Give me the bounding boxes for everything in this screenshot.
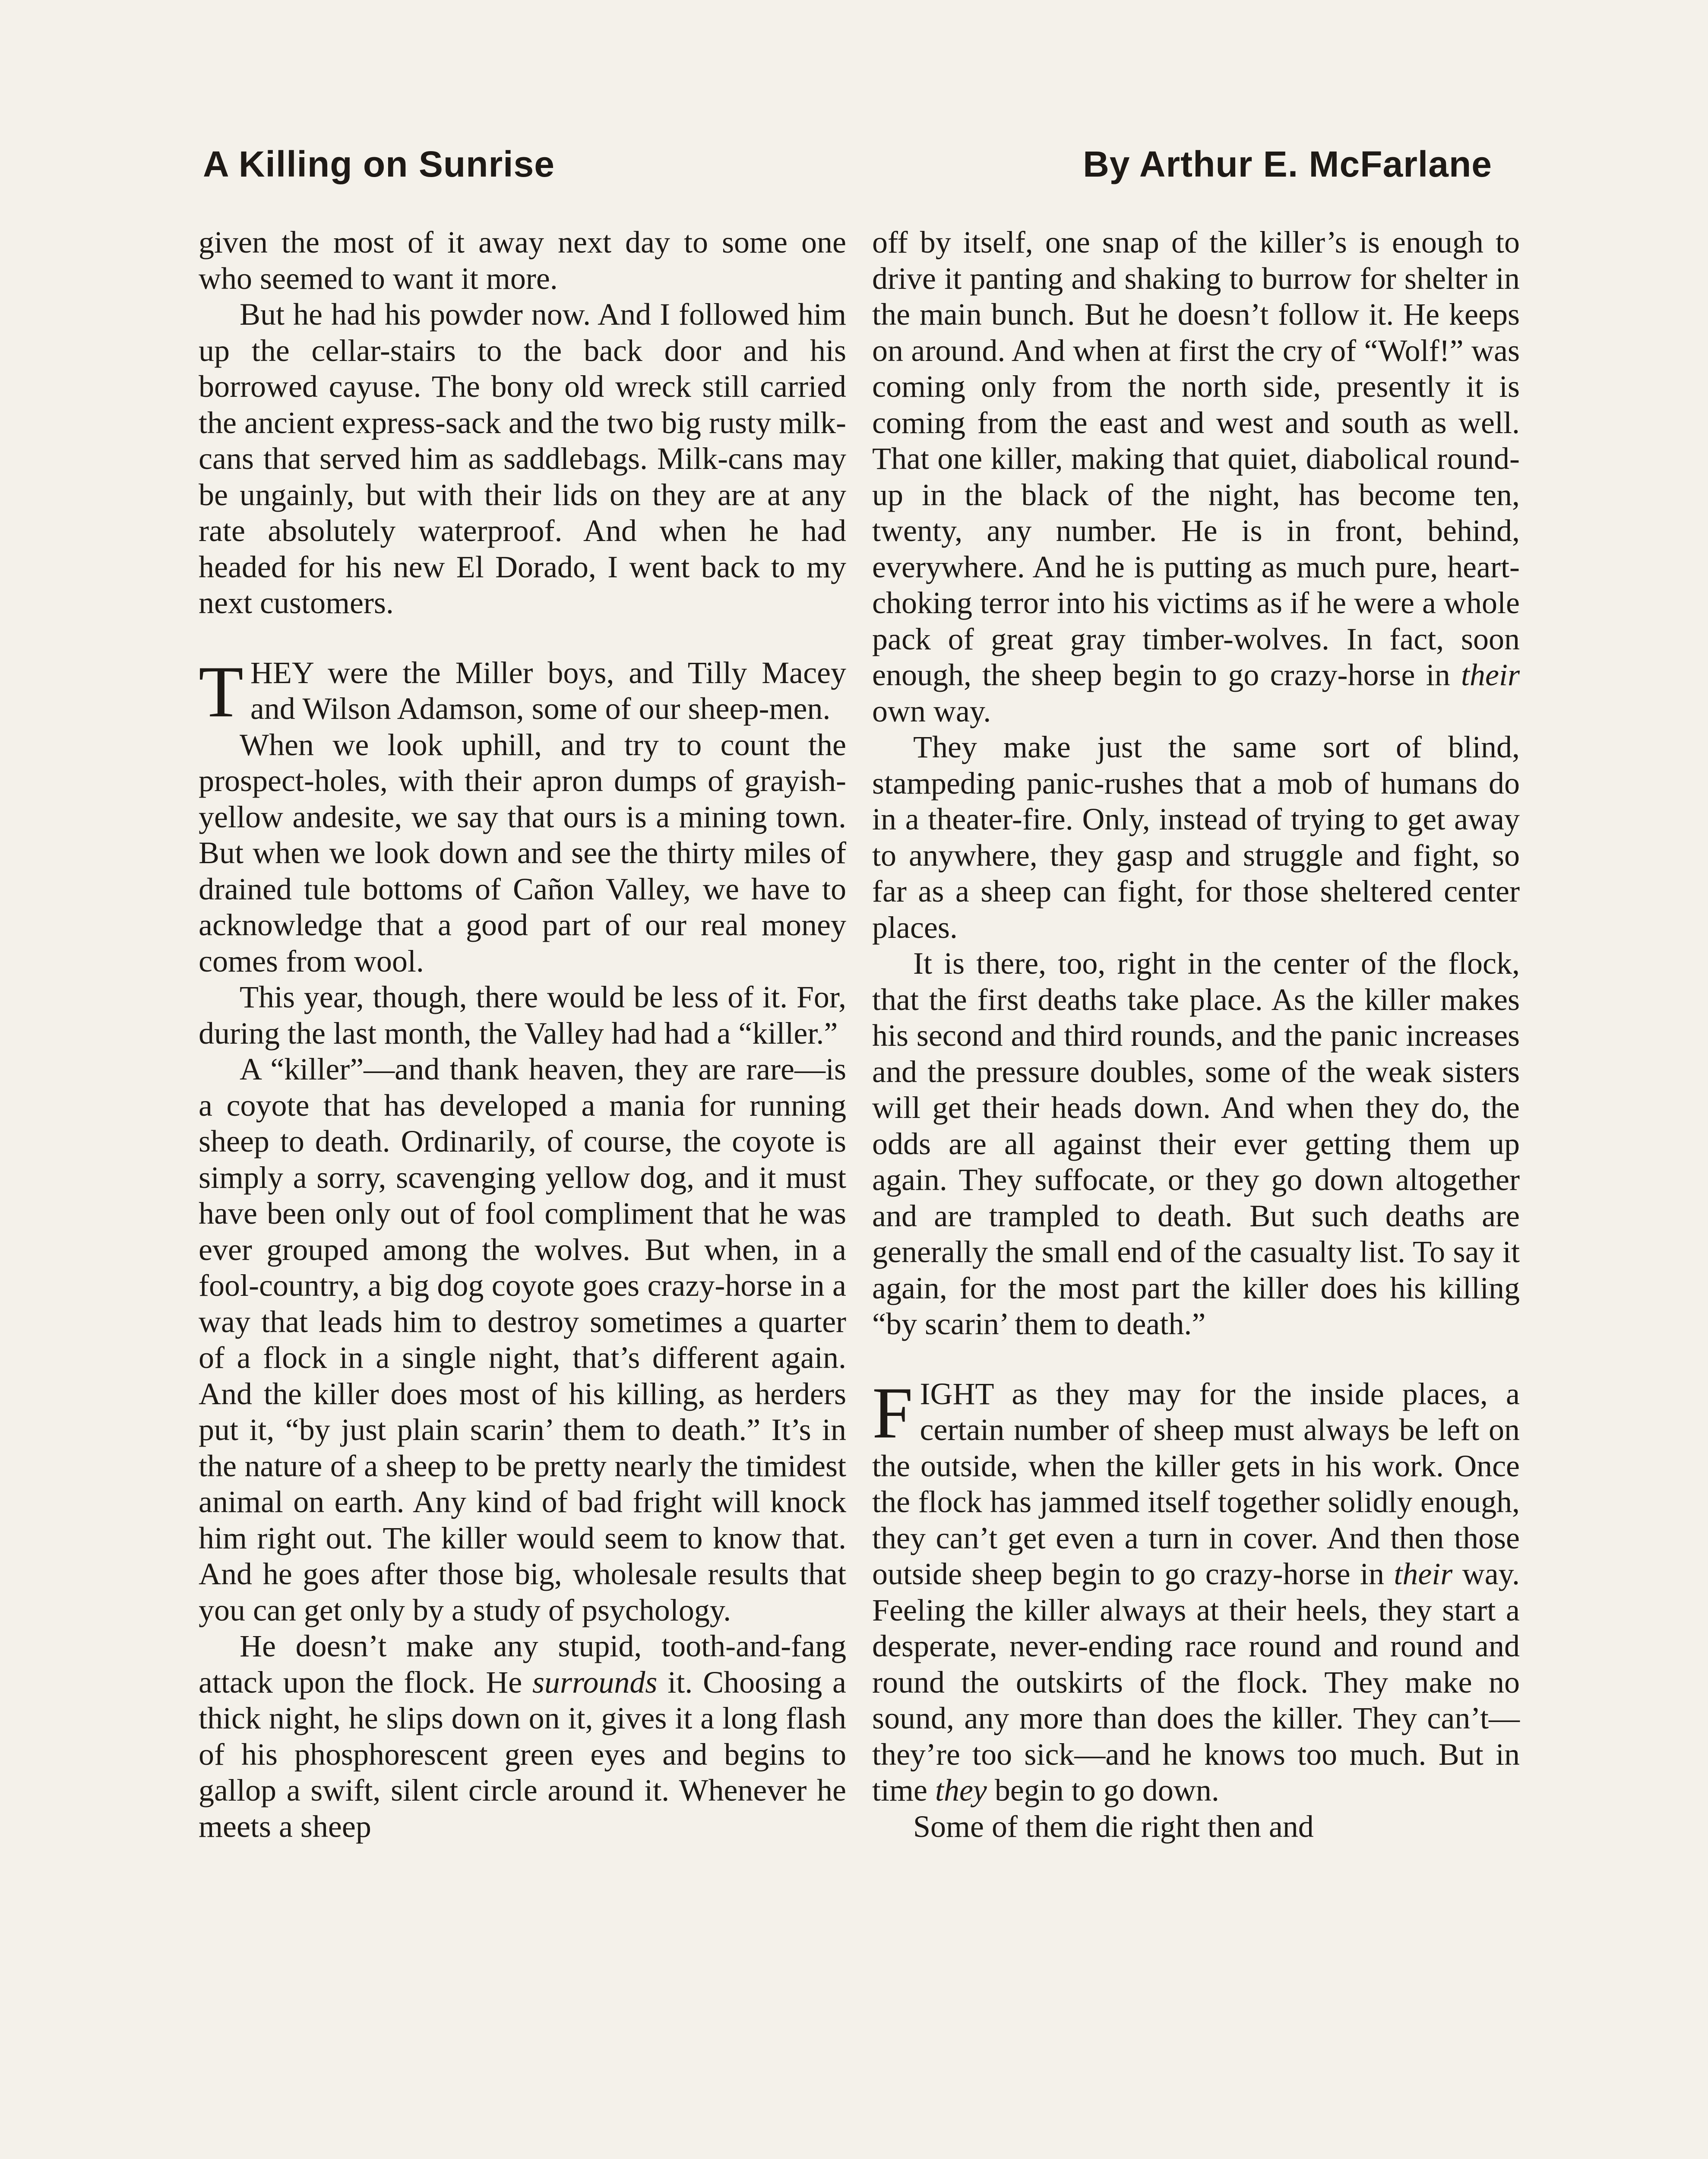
paragraph <box>872 225 1520 729</box>
paragraph-text: own way. <box>872 693 991 728</box>
italic-text: surrounds <box>532 1665 658 1700</box>
paragraph-text: HEY were the Miller boys, and Tilly Macey and Wilson Adamson, some of our sheep-men. <box>250 655 846 726</box>
paragraph: A “killer”—and thank heaven, they are rare—is a coyote that has developed a mania for running sheep to death. Ordinarily, of course, the coyote is simply a sorry, scavenging yellow dog, and it must have been only out of fool compliment that he was ever grouped among the wolves. But when, in a fool-country, a big dog coyote goes crazy-horse in a way that leads him to destroy sometimes a quarter of a flock in a single night, that’s different again. And the killer does most of his killing, as herders put it, “by just plain scarin’ them to death.” It’s in the nature of a sheep to be pretty nearly the timidest animal on earth. Any kind of bad fright will knock him right out. The killer would seem to know that. And he goes after those big, wholesale results that you can get only by a study of psychology. <box>199 1052 846 1627</box>
drop-cap: F <box>872 1372 913 1453</box>
paragraph-text: begin to go down. <box>987 1773 1219 1808</box>
author-byline: By Arthur E. McFarlane <box>1083 143 1492 184</box>
italic-text: their <box>1394 1557 1453 1591</box>
paragraph-text: He doesn’t make any stupid, tooth-and-fang attack upon the flock. He <box>199 1629 846 1700</box>
paragraph: This year, though, there would be less of it. For, during the last month, the Valley had had a “killer.” <box>199 980 846 1051</box>
paragraph: When we look uphill, and try to count the prospect-holes, with their apron dumps of grayish-yellow andesite, we say that ours is a mining town. But when we look down and see the thirty miles of drained tule bottoms of Cañon Valley, we have to acknowledge that a good part of our real money comes from wool. <box>199 727 846 978</box>
paragraph: Some of them die right then and <box>913 1809 1314 1844</box>
paragraph-text: off by itself, one snap of the killer’s is enough to drive it panting and shaking to burrow for shelter in the main bunch. But he doesn’t follow it. He keeps on around. And when at first the cry of “Wolf!” was coming only from the north side, presently it is coming from the east and west and south as well. That one killer, making that quiet, diabolical round-up in the black of the night, has become ten, twenty, any number. He is in front, behind, everywhere. And he is putting as much pure, heart-choking terror into his victims as if he were a whole pack of great gray timber-wolves. In fact, soon enough, the sheep begin to go crazy-horse in <box>872 225 1520 692</box>
italic-text: they <box>935 1773 987 1808</box>
paragraph-text: way. Feeling the killer always at their heels, they start a desperate, never-ending race round and round and round the outskirts of the flock. They make no sound, any more than does the killer. They can’t—they’re too sick—and he knows too much. But in time <box>872 1557 1520 1808</box>
story-title: A Killing on Sunrise <box>203 143 555 184</box>
paragraph: given the most of it away next day to some one who seemed to want it more. <box>199 225 846 296</box>
left-column <box>199 225 846 1845</box>
drop-cap: T <box>199 651 244 732</box>
paragraph-text: it. Choosing a thick night, he slips down on it, gives it a long flash of his phosphorescent green eyes and begins to gallop a swift, silent circle around it. Whenever he meets a sheep <box>199 1665 846 1844</box>
paragraph-text: IGHT as they may for the inside places, a certain number of sheep must always be left on the outside, when the killer gets in his work. Once the flock has jammed itself together solidly enough, they can’t get even a turn in cover. And then those outside sheep begin to go crazy-horse in <box>872 1376 1520 1591</box>
section-opening-paragraph <box>872 1372 1520 1809</box>
paragraph: But he had his powder now. And I followed him up the cellar-stairs to the back door and his borrowed cayuse. The bony old wreck still carried the ancient express-sack and the two big rusty milk-cans that served him as saddlebags. Milk-cans may be ungainly, but with their lids on they are at any rate absolutely waterproof. And when he had headed for his new El Dorado, I went back to my next customers. <box>199 297 846 620</box>
running-head <box>203 138 1492 190</box>
section-opening-paragraph <box>199 651 846 732</box>
italic-text: their <box>1461 658 1520 692</box>
right-column <box>872 225 1520 1845</box>
paragraph: It is there, too, right in the center of the flock, that the first deaths take place. As the killer makes his second and third rounds, and the panic increases and the pressure doubles, some of the weak sisters will get their heads down. And when they do, the odds are all against their ever getting them up again. They suffocate, or they go down altogether and are trampled to death. But such deaths are generally the small end of the casualty list. To say it again, for the most part the killer does his killing “by scarin’ them to death.” <box>872 946 1520 1341</box>
paragraph <box>199 1628 846 1845</box>
paragraph: They make just the same sort of blind, stampeding panic-rushes that a mob of humans do in a theater-fire. Only, instead of trying to get away to anywhere, they gasp and struggle and fight, so far as a sheep can fight, for those sheltered center places. <box>872 730 1520 945</box>
